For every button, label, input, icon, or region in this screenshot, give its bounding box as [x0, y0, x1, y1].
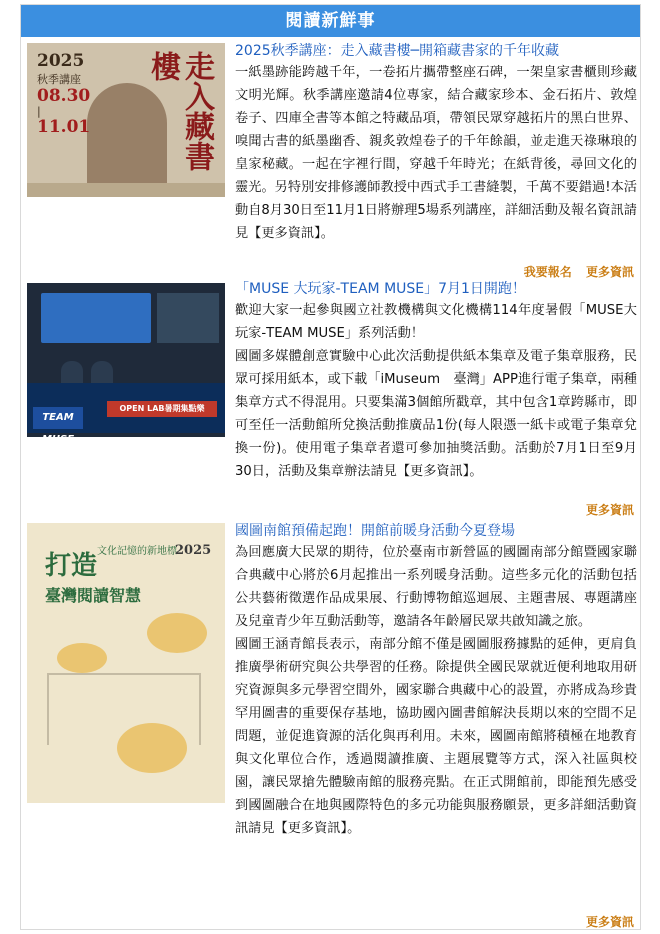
- news-thumbnail-1[interactable]: [27, 43, 225, 197]
- news-body-1: 一紙墨跡能跨越千年，一卷拓片攜帶整座石碑，一架皇家書櫃則珍藏文明光輝。秋季講座邀請4位專家，結合藏家珍本、金石拓片、敦煌卷子、四庫全書等本館之特藏品項，帶領民眾穿越拓片的黑白世界、嗅聞古書的紙墨幽香、親炙敦煌卷子的千年餘韻，並走進天祿琳琅的皇家秘藏。一起在字裡行間，穿越千年時光；在紙背後，尋回文化的靈光。另特別安排修護師教授中西式手工書縫製，千萬不要錯過!本活動自8月30日至11月1日將辦理5場系列講座，詳細活動及報名資訊請見【更多資訊】。: [235, 65, 637, 241]
- screen-display-2: [157, 293, 219, 343]
- news-actions-2: [576, 501, 634, 518]
- news-content-3: [235, 521, 637, 840]
- thumb-subheadline: 文化記憶的新地標: [97, 546, 177, 557]
- news-body-3: 為回應廣大民眾的期待，位於臺南市新營區的國圖南部分館暨國家聯合典藏中心將於6月起推出一系列暖身活動。這些多元化的活動包括公共藝術徵選作品成果展、行動博物館巡迴展、主題書展、專題講座及兒童青少年互動活動等，邀請各年齡層民眾共啟知識之旅。 國圖王涵青館長表示，南部分館不僅是國圖服務據點的延伸，更肩負推廣學術研究與公共學習的任務。除提供全國民眾就近便利地取用研究資源與多元學習空間外，國家聯合典藏中心的設置，亦將成為珍貴罕用圖書的重要保存基地，協助國內圖書館解決長期以來的空間不足問題，並促進資源的活化與再利用。未來，國圖南館將積極在地教育與文化單位合作，透過閱讀推廣、主題展覽等方式，深入社區與校園，讓民眾搶先體驗南館的服務亮點。在正式開館前，即能預先感受到國圖融合在地與國際特色的多元功能與服務願景，更多詳細活動資訊請見【更多資訊】。: [235, 545, 637, 836]
- leaf-decoration: [147, 613, 207, 653]
- thumb-calligraphy: 走入藏書樓: [145, 51, 214, 171]
- more-info-link-2[interactable]: 更多資訊: [585, 503, 634, 517]
- register-link[interactable]: 我要報名: [523, 265, 572, 279]
- thumb-banner: OPEN LAB暑期集點樂: [107, 401, 217, 417]
- news-thumbnail-3[interactable]: [27, 523, 225, 803]
- thumb-year: 2025: [175, 543, 212, 558]
- thumb-line2: 臺灣閱讀智慧: [45, 586, 142, 605]
- news-thumbnail-2[interactable]: [27, 283, 225, 467]
- news-body-2: 歡迎大家一起參與國立社教機構與文化機構114年度暑假「MUSE大玩家-TEAM MUSE」系列活動！ 國圖多媒體創意實驗中心此次活動提供紙本集章及電子集章服務，民眾可採用紙本，或下載「iMuseum 臺灣」APP進行電子集章，兩種集章方式不得混用。只要集滿3個館所戳章，其中包含1章跨縣市，即可至任一活動館所兌換活動推廣品1份(每人限憑一紙卡或電子集章兌換一份)。使用電子集章者還可參加抽獎活動。活動於7月1日至9月30日，活動及集章辦法請見【更多資訊】。: [235, 303, 637, 479]
- building-sketch: [47, 673, 201, 745]
- screen-display: [41, 293, 151, 343]
- panel-header: 閱讀新鮮事: [21, 5, 640, 37]
- news-actions-1: [514, 263, 634, 280]
- news-panel: [20, 4, 641, 930]
- more-info-link-1[interactable]: 更多資訊: [585, 265, 634, 279]
- leaf-decoration: [57, 643, 107, 673]
- thumb-date-block: 2025 秋季講座 08.30 | 11.01: [37, 51, 91, 137]
- thumb-headline: 打造: [45, 551, 98, 581]
- news-actions-3: [576, 913, 634, 930]
- thumb-footer: [27, 183, 225, 197]
- news-title-2[interactable]: 「MUSE 大玩家-TEAM MUSE」7月1日開跑！: [235, 281, 526, 297]
- thumb-live-logo: TEAM MUSE LIVE: [33, 407, 83, 429]
- news-content-1: [235, 41, 637, 245]
- news-content-2: [235, 279, 637, 483]
- news-title-1[interactable]: 2025秋季講座：走入藏書樓─開箱藏書家的千年收藏: [235, 43, 560, 59]
- news-title-3[interactable]: 國圖南館預備起跑！開館前暖身活動今夏登場: [235, 523, 515, 539]
- more-info-link-3[interactable]: 更多資訊: [585, 915, 634, 929]
